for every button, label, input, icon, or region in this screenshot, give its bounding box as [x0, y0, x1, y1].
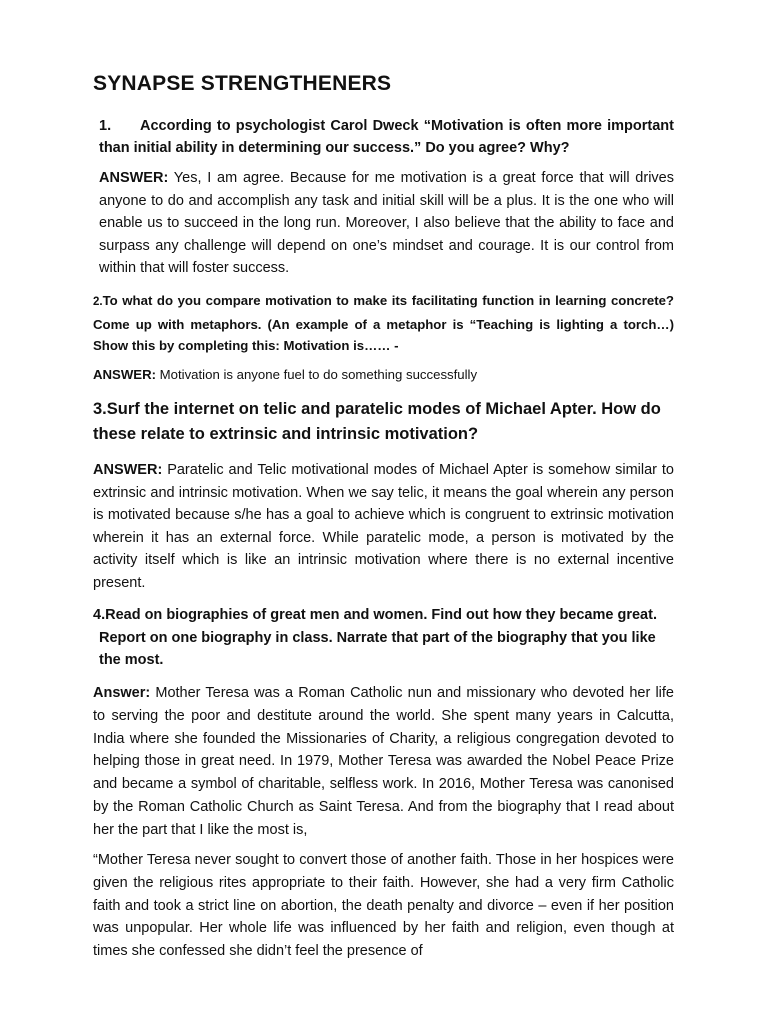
answer-2 [93, 365, 674, 385]
answer-3 [93, 459, 674, 594]
question-number: 4. [93, 607, 106, 623]
answer-label: ANSWER: [93, 462, 163, 478]
question-number: 2. [93, 296, 103, 308]
answer-4 [93, 682, 674, 842]
answer-text: Motivation is anyone fuel to do something successfully [156, 367, 478, 382]
answer-label: Answer: [93, 685, 151, 701]
question-3 [93, 397, 674, 447]
page-title: SYNAPSE STRENGTHENERS [93, 72, 392, 95]
answer-label: ANSWER: [93, 367, 157, 382]
answer-text: Yes, I am agree. Because for me motivation is a great force that will drives anyone to do and accomplish any task and initial skill will be a plus. It is the one who will enable us to succeed in the long run. Moreover, I also believe that the ability to face and surpass any challenge will depend on one’s mindset and courage. It is our control from within that will foster success. [99, 170, 674, 276]
answer-text: Mother Teresa was a Roman Catholic nun and missionary who devoted her life to serving the poor and destitute around the world. She spent many years in Calcutta, India where she founded the Missionaries of Charity, a religious congregation devoted to helping those in great need. In 1979, Mother Teresa was awarded the Nobel Peace Prize and became a symbol of charitable, selfless work. In 2016, Mother Teresa was canonised by the Roman Catholic Church as Saint Teresa. And from the biography that I read about her the part that I like the most is, [93, 685, 674, 838]
answer-1 [99, 167, 674, 280]
biography-quote: “Mother Teresa never sought to convert those of another faith. Those in her hospices were given the religious rites appropriate to their faith. However, she had a very firm Catholic faith and took a strict line on abortion, the death penalty and divorce – even if her position was unpopular. Her whole life was influenced by her faith and religion, even though at times she confessed she didn’t feel the presence of [93, 852, 674, 960]
question-number: 3. [93, 400, 107, 418]
question-text: According to psychologist Carol Dweck “Motivation is often more important than initial ability in determining our success.” Do you agree? Why? [99, 118, 674, 156]
question-text: Surf the internet on telic and paratelic modes of Michael Apter. How do these relate to extrinsic and intrinsic motivation? [93, 400, 661, 443]
question-text: Read on biographies of great men and women. Find out how they became great. Report on one biography in class. Narrate that part of the biography that you like the most. [99, 607, 657, 668]
question-number: 1. [99, 118, 112, 134]
answer-text: Paratelic and Telic motivational modes of Michael Apter is somehow similar to extrinsic and intrinsic motivation. When we say telic, it means the goal wherein any person is motivated because s/he has a goal to achieve which is congruent to extrinsic motivation wherein it has an external force. While paratelic mode, a person is motivated by the activity itself which is like an intrinsic motivation where there is no external incentive present. [93, 462, 674, 591]
question-2 [93, 290, 674, 357]
question-text: To what do you compare motivation to make its facilitating function in learning concrete? Come up with metaphors. (An example of a metaphor is “Teaching is lighting a torch…) Show this by completing this: Motivation is…… - [93, 293, 674, 353]
question-4 [93, 604, 674, 672]
answer-label: ANSWER: [99, 170, 169, 186]
question-1 [99, 115, 674, 159]
